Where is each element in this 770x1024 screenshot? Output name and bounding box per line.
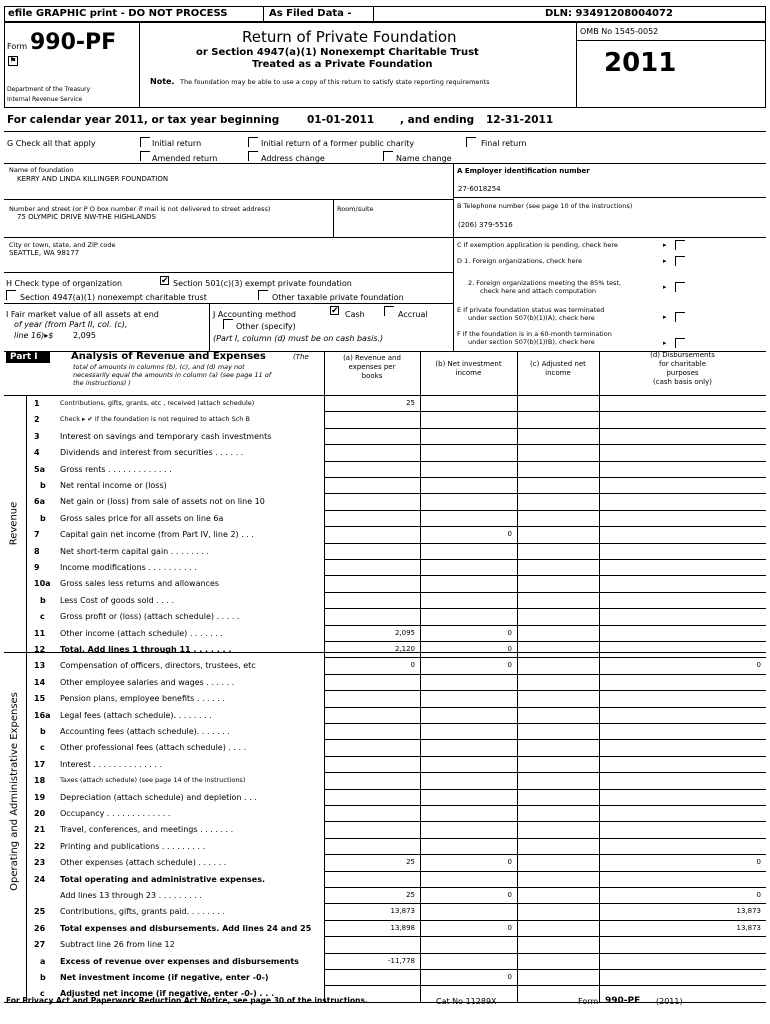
501c3-label: Section 501(c)(3) exempt private foundation (173, 279, 352, 288)
line-number: 7 (34, 530, 40, 540)
other-taxable-label: Other taxable private foundation (272, 293, 404, 302)
cell-a: 13,898 (390, 923, 415, 932)
line-number: 3 (34, 431, 40, 441)
expenses-side-label: Operating and Administrative Expenses (8, 691, 20, 891)
line-text: Gross rents . . . . . . . . . . . . . (60, 464, 172, 474)
line-number: 5a (34, 464, 45, 474)
line-text: Net short-term capital gain . . . . . . . . (60, 546, 209, 556)
table-row (0, 772, 770, 788)
line-text: Adjusted net income (if negative, enter -0-) . . . (60, 989, 275, 999)
line-number: 4 (34, 448, 40, 458)
part-i-title-note: (The (293, 353, 309, 361)
table-row (0, 756, 770, 772)
line-text: Check ▸ ✔ if the foundation is not required to attach Sch B (60, 415, 250, 424)
line-number: a (40, 956, 46, 966)
table-row (0, 707, 770, 723)
foundation-name-label: Name of foundation (9, 166, 74, 174)
cell-a: 2,120 (394, 645, 415, 653)
line-text: Dividends and interest from securities . . . . . . (60, 448, 244, 458)
cell-d: 0 (756, 891, 761, 899)
line-text: Depreciation (attach schedule) and depletion . . . (60, 792, 257, 802)
cell-b: 0 (507, 923, 512, 932)
omb-number: OMB No 1545-0052 (580, 27, 659, 36)
cell-a: -11,778 (387, 956, 415, 965)
table-row (0, 444, 770, 460)
line-text: Excess of revenue over expenses and disbursements (60, 956, 299, 966)
table-row (0, 592, 770, 608)
city-label: City or town, state, and ZIP code (9, 241, 116, 249)
line-number: c (40, 989, 45, 999)
table-row (0, 871, 770, 887)
dln: DLN: 93491208004072 (545, 8, 673, 19)
cell-b: 0 (507, 628, 512, 637)
arrow-d2-icon: ▸ (663, 283, 667, 291)
cash-label: Cash (345, 310, 365, 319)
city: SEATTLE, WA 98177 (9, 249, 80, 257)
line-text: Printing and publications . . . . . . . . . (60, 841, 206, 851)
ein-label: A Employer identification number (457, 167, 590, 175)
table-row (0, 903, 770, 919)
c-exemption-label: C If exemption application is pending, check here (457, 241, 618, 249)
calyear-end: 12-31-2011 (486, 114, 554, 126)
table-row (0, 428, 770, 444)
cell-a: 2,095 (394, 628, 415, 637)
j-label: J Accounting method (213, 310, 297, 319)
final-return-label: Final return (481, 139, 527, 148)
line-text: Total operating and administrative expenses. (60, 874, 265, 884)
other-method-checkbox[interactable] (223, 319, 233, 329)
cell-a: 13,873 (390, 907, 415, 916)
g-label: G Check all that apply (7, 139, 96, 148)
foundation-name: KERRY AND LINDA KILLINGER FOUNDATION (17, 175, 169, 183)
phone: (206) 379-5516 (458, 221, 513, 229)
col-c-header: (c) Adjusted net income (530, 360, 586, 377)
room-label: Room/suite (337, 205, 374, 213)
cell-d: 0 (756, 661, 761, 670)
line-text: Other income (attach schedule) . . . . . . . (60, 628, 223, 638)
cell-a: 25 (406, 399, 415, 407)
ein: 27-6018254 (458, 185, 501, 193)
col-d-header: (d) Disbursements for charitable purposes (cash basis only) (650, 351, 715, 386)
table-row (0, 641, 770, 657)
cell-b: 0 (507, 858, 512, 867)
line-text: Income modifications . . . . . . . . . . (60, 563, 197, 572)
cell-b: 0 (507, 530, 512, 539)
cell-d: 13,873 (736, 907, 761, 916)
arrow-e-icon: ▸ (663, 313, 667, 321)
line-number: c (40, 612, 45, 622)
cell-a: 0 (410, 661, 415, 670)
4947-label: Section 4947(a)(1) nonexempt charitable trust (20, 293, 207, 302)
d2-checkbox[interactable] (675, 282, 685, 292)
line-text: Gross sales less returns and allowances (60, 579, 220, 589)
line-number: 10a (34, 579, 51, 589)
street: 75 OLYMPIC DRIVE NW-THE HIGHLANDS (17, 213, 156, 221)
d1-checkbox[interactable] (675, 256, 685, 266)
line-number: 12 (34, 645, 46, 654)
form-subtitle-2: Treated as a Private Foundation (252, 59, 433, 70)
line-text: Travel, conferences, and meetings . . . . . . . (60, 825, 234, 835)
line-number: b (40, 727, 46, 736)
table-row (0, 395, 770, 411)
line-number: 26 (34, 923, 46, 933)
line-number: 1 (34, 399, 40, 408)
footer-notice: For Privacy Act and Paperwork Reduction Act Notice, see page 30 of the instructions. (6, 996, 368, 1005)
as-filed-label: As Filed Data - (269, 8, 352, 19)
line-number: 25 (34, 907, 46, 917)
form-title: Return of Private Foundation (242, 28, 457, 46)
line-text: Other professional fees (attach schedule) . . . . (60, 743, 247, 753)
footer-cat: Cat No 11289X (436, 997, 497, 1006)
fmv-value: 2,095 (73, 331, 96, 340)
line-text: Pension plans, employee benefits . . . . . . (60, 694, 225, 704)
table-row (0, 657, 770, 673)
fmv-label-2: of year (from Part II, col. (c), (14, 320, 128, 329)
top-banner (4, 6, 766, 22)
line-number: 24 (34, 874, 46, 884)
line-number: 27 (34, 940, 46, 950)
amended-return-checkbox[interactable] (140, 151, 150, 161)
calyear-label: For calendar year 2011, or tax year beginning (7, 114, 280, 126)
arrow-c-icon: ▸ (663, 241, 667, 249)
fmv-label-1: I Fair market value of all assets at end (6, 310, 159, 319)
former-charity-checkbox[interactable] (248, 137, 258, 147)
line-number: 13 (34, 661, 46, 671)
line-number: 15 (34, 694, 46, 704)
f-label-2: under section 507(b)(1)(B), check here (468, 338, 595, 346)
footer-year: (2011) (656, 997, 683, 1006)
line-text: Contributions, gifts, grants, etc , received (attach schedule) (60, 399, 255, 407)
dept-irs: Internal Revenue Service (7, 96, 83, 103)
col-b-header: (b) Net investment income (435, 360, 502, 377)
line-text: Subtract line 26 from line 12 (60, 940, 175, 950)
form-subtitle-1: or Section 4947(a)(1) Nonexempt Charitable Trust (196, 47, 479, 58)
line-text: Contributions, gifts, grants paid. . . . . . . . (60, 907, 225, 917)
line-number: 19 (34, 792, 46, 802)
tax-year: 2011 (604, 48, 677, 78)
table-row (0, 625, 770, 641)
cell-a: 25 (406, 891, 415, 899)
fmv-label-3: line 16)▸$ (14, 331, 54, 340)
line-number: 11 (34, 628, 46, 638)
cell-b: 0 (507, 661, 512, 670)
line-number: 17 (34, 759, 46, 769)
part-i-title: Analysis of Revenue and Expenses (71, 351, 266, 362)
line-number: b (40, 513, 46, 523)
line-number: 16a (34, 710, 51, 720)
cell-b: 0 (507, 891, 512, 899)
arrow-d1-icon: ▸ (663, 257, 667, 265)
table-row (0, 854, 770, 870)
line-text: Total. Add lines 1 through 11 . . . . . . . (60, 645, 232, 654)
initial-return-checkbox[interactable] (140, 137, 150, 147)
table-row (0, 969, 770, 985)
line-number: 14 (34, 677, 46, 687)
table-row (0, 739, 770, 755)
form-prefix: Form (7, 42, 28, 51)
d2-label-1: 2. Foreign organizations meeting the 85% test, (468, 279, 622, 287)
calyear-begin: 01-01-2011 (307, 114, 375, 126)
table-row (0, 690, 770, 706)
line-text: Other employee salaries and wages . . . . . . (60, 677, 235, 687)
efile-icon: ⚑ (9, 56, 17, 65)
h-label: H Check type of organization (6, 279, 123, 288)
table-row (0, 887, 770, 903)
amended-return-label: Amended return (152, 154, 218, 163)
line-text: Total expenses and disbursements. Add lines 24 and 25 (60, 923, 312, 933)
table-row (0, 838, 770, 854)
d2-label-2: check here and attach computation (480, 287, 597, 295)
line-text: Interest on savings and temporary cash investments (60, 431, 272, 441)
line-text: Add lines 13 through 23 . . . . . . . . . (60, 891, 202, 900)
4947-checkbox[interactable] (6, 290, 16, 300)
table-row (0, 575, 770, 591)
table-row (0, 805, 770, 821)
table-row (0, 789, 770, 805)
d1-label: D 1. Foreign organizations, check here (457, 257, 583, 265)
c-exemption-checkbox[interactable] (675, 240, 685, 250)
table-row (0, 920, 770, 936)
table-row (0, 526, 770, 542)
footer-form-prefix: Form (578, 997, 599, 1006)
accrual-checkbox[interactable] (384, 306, 394, 316)
cell-a: 25 (406, 858, 415, 867)
former-charity-label: Initial return of a former public charity (261, 139, 415, 148)
footer-form: 990-PF (605, 996, 641, 1006)
line-number: 18 (34, 776, 46, 786)
efile-label: efile GRAPHIC print - DO NOT PROCESS (8, 8, 228, 19)
table-row (0, 543, 770, 559)
line-number: b (40, 481, 46, 490)
form-number: 990-PF (30, 30, 117, 55)
part-i-label: Part I (10, 352, 38, 362)
part-i-desc-1: total of amounts in columns (b), (c), and (d) may not (73, 363, 245, 371)
part-i-desc-3: the instructions) ) (73, 379, 131, 387)
line-text: Capital gain net income (from Part IV, line 2) . . . (60, 530, 254, 540)
calyear-mid: , and ending (400, 114, 475, 126)
table-row (0, 936, 770, 952)
initial-return-label: Initial return (152, 139, 202, 148)
line-number: c (40, 743, 45, 753)
e-label-2: under section 507(b)(1)(A), check here (468, 314, 595, 322)
part-i-desc-2: necessarily equal the amounts in column (a) (see page 11 of (73, 371, 272, 379)
cash-checkbox[interactable]: ✔ (331, 306, 339, 316)
street-label: Number and street (or P O box number if mail is not delivered to street address) (9, 205, 271, 213)
dept-treasury: Department of the Treasury (7, 86, 91, 93)
j-note: (Part I, column (d) must be on cash basis.) (213, 334, 384, 343)
line-text: Less Cost of goods sold . . . . (60, 595, 175, 605)
line-number: 8 (34, 546, 40, 556)
table-row (0, 493, 770, 509)
phone-label: B Telephone number (see page 10 of the instructions) (457, 202, 633, 210)
line-number: 22 (34, 841, 46, 851)
line-number: 21 (34, 825, 46, 835)
accrual-label: Accrual (398, 310, 428, 319)
table-row (0, 674, 770, 690)
line-text: Gross profit or (loss) (attach schedule) . . . . . (60, 612, 240, 622)
line-text: Other expenses (attach schedule) . . . . . . (60, 858, 227, 868)
e-label-1: E If private foundation status was terminated (457, 306, 605, 314)
line-text: Occupancy . . . . . . . . . . . . . (60, 809, 171, 818)
line-text: Legal fees (attach schedule). . . . . . . . (60, 710, 212, 720)
other-method-label: Other (specify) (236, 322, 296, 331)
table-row (0, 510, 770, 526)
arrow-f-icon: ▸ (663, 339, 667, 347)
table-row (0, 461, 770, 477)
table-row (0, 723, 770, 739)
line-text: Gross sales price for all assets on line 6a (60, 513, 224, 523)
f-label-1: F If the foundation is in a 60-month termination (457, 330, 612, 338)
line-text: Net investment income (if negative, enter -0-) (60, 973, 269, 982)
e-checkbox[interactable] (675, 312, 685, 322)
cell-b: 0 (507, 973, 512, 981)
final-return-checkbox[interactable] (466, 137, 476, 147)
table-row (0, 953, 770, 969)
line-number: b (40, 595, 46, 605)
line-text: Accounting fees (attach schedule). . . . . . . (60, 727, 230, 736)
table-row (0, 411, 770, 427)
line-number: 6a (34, 497, 45, 507)
line-text: Net gain or (loss) from sale of assets not on line 10 (60, 497, 265, 507)
note-label: Note. (150, 77, 175, 86)
line-text: Interest . . . . . . . . . . . . . . (60, 759, 163, 769)
revenue-side-label: Revenue (8, 501, 20, 546)
line-number: 23 (34, 858, 46, 868)
name-change-checkbox[interactable] (383, 151, 393, 161)
other-taxable-checkbox[interactable] (258, 290, 268, 300)
line-text: Compensation of officers, directors, trustees, etc (60, 661, 256, 671)
name-change-label: Name change (396, 154, 452, 163)
note-text: The foundation may be able to use a copy of this return to satisfy state reporting requirements (180, 78, 490, 86)
line-number: 20 (34, 809, 46, 818)
f-checkbox[interactable] (675, 338, 685, 348)
cell-d: 13,873 (736, 923, 761, 932)
line-text: Net rental income or (loss) (60, 481, 167, 490)
col-a-header: (a) Revenue and expenses per books (343, 354, 401, 380)
cell-b: 0 (507, 645, 512, 653)
table-row (0, 559, 770, 575)
line-number: 2 (34, 415, 40, 425)
table-row (0, 608, 770, 624)
501c3-checkbox[interactable]: ✔ (161, 276, 169, 286)
cell-d: 0 (756, 858, 761, 867)
address-change-checkbox[interactable] (248, 151, 258, 161)
address-change-label: Address change (261, 154, 325, 163)
line-number: 9 (34, 563, 40, 572)
line-number: b (40, 973, 46, 982)
table-row (0, 477, 770, 493)
line-text: Taxes (attach schedule) (see page 14 of the instructions) (60, 776, 246, 785)
table-row (0, 821, 770, 837)
